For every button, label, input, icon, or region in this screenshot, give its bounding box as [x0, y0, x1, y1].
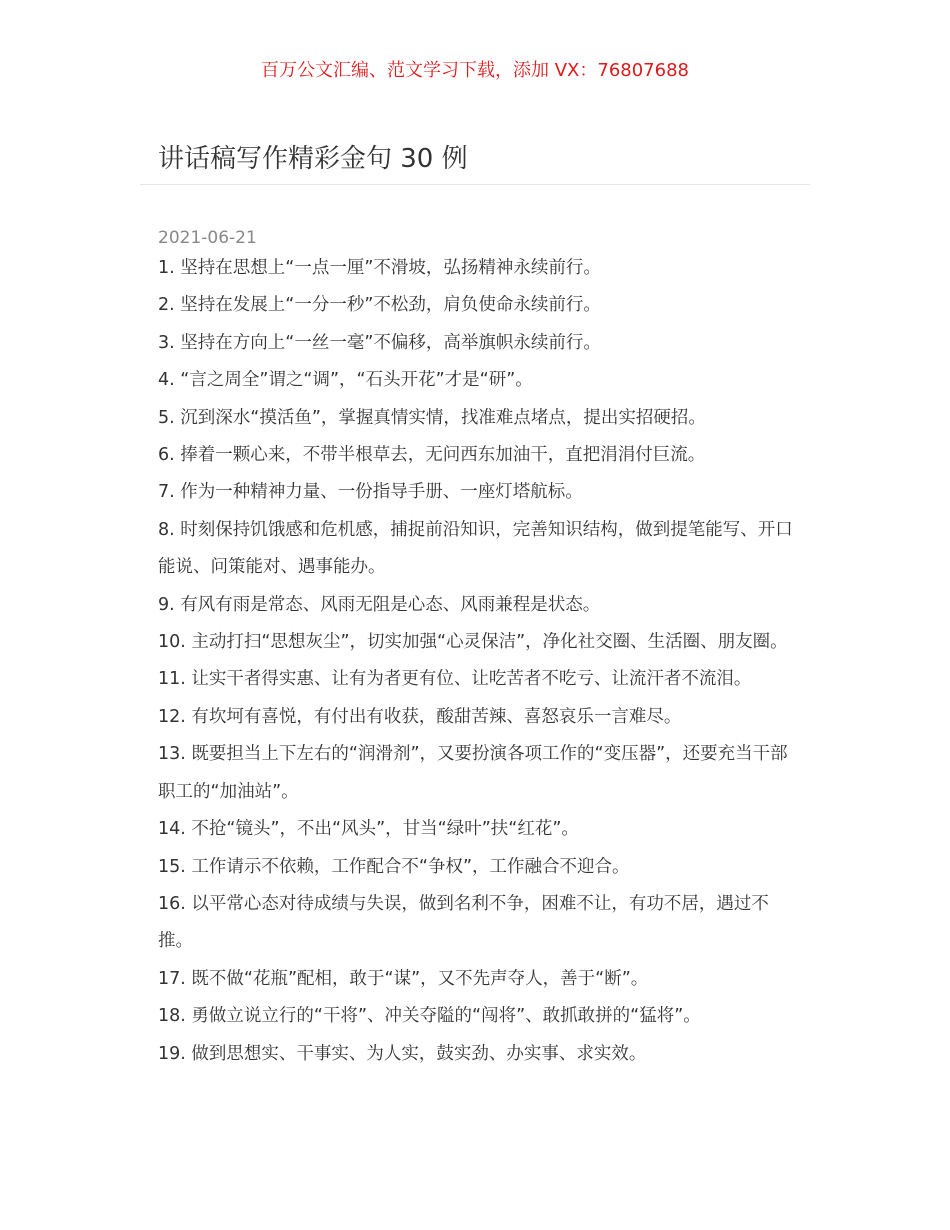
- list-item: 18. 勇做立说立行的“干将”、冲关夺隘的“闯将”、敢抓敢拼的“猛将”。: [158, 1006, 701, 1027]
- list-item: 16. 以平常心态对待成绩与失误，做到名利不争，困难不让，有功不居，遇过不推。: [158, 893, 769, 952]
- page-title: 讲话稿写作精彩金句 30 例: [158, 144, 468, 174]
- list-item: 3. 坚持在方向上“一丝一毫”不偏移，高举旗帜永续前行。: [158, 332, 601, 353]
- list-item: 12. 有坎坷有喜悦，有付出有收获，酸甜苦辣、喜怒哀乐一言难尽。: [158, 706, 682, 727]
- publish-date: 2021-06-21: [158, 228, 257, 248]
- watermark-banner: 百万公文汇编、范文学习下载，添加 VX：76807688: [261, 60, 689, 81]
- list-item: 7. 作为一种精神力量、一份指导手册、一座灯塔航标。: [158, 482, 583, 503]
- divider: [140, 184, 810, 185]
- list-item: 4. “言之周全”谓之“调”，“石头开花”才是“研”。: [158, 370, 533, 391]
- list-item: 10. 主动打扫“思想灰尘”，切实加强“心灵保洁”，净化社交圈、生活圈、朋友圈。: [158, 632, 788, 653]
- list-item: 6. 捧着一颗心来，不带半根草去，无问西东加油干，直把涓涓付巨流。: [158, 445, 706, 466]
- list-item: 9. 有风有雨是常态、风雨无阻是心态、风雨兼程是状态。: [158, 594, 601, 615]
- list-item: 5. 沉到深水“摸活鱼”，掌握真情实情，找准难点堵点，提出实招硬招。: [158, 407, 706, 428]
- list-item: 14. 不抢“镜头”，不出“风头”，甘当“绿叶”扶“红花”。: [158, 819, 579, 840]
- list-item: 17. 既不做“花瓶”配相，敢于“谋”，又不先声夺人，善于“断”。: [158, 968, 649, 989]
- list-item: 2. 坚持在发展上“一分一秒”不松劲，肩负使命永续前行。: [158, 295, 601, 316]
- list-item: 19. 做到思想实、干事实、为人实，鼓实劲、办实事、求实效。: [158, 1043, 647, 1064]
- list-item: 1. 坚持在思想上“一点一厘”不滑坡，弘扬精神永续前行。: [158, 258, 601, 278]
- list-item: 11. 让实干者得实惠、让有为者更有位、让吃苦者不吃亏、让流汗者不流泪。: [158, 669, 752, 690]
- list-item: 13. 既要担当上下左右的“润滑剂”，又要扮演各项工作的“变压器”，还要充当干部职工的“加油站”。: [158, 744, 788, 802]
- quote-list: [158, 250, 798, 1073]
- list-item: 8. 时刻保持饥饿感和危机感，捕捉前沿知识，完善知识结构，做到提笔能写、开口能说、问策能对、遇事能办。: [158, 519, 793, 578]
- list-item: 15. 工作请示不依赖，工作配合不“争权”，工作融合不迎合。: [158, 856, 630, 877]
